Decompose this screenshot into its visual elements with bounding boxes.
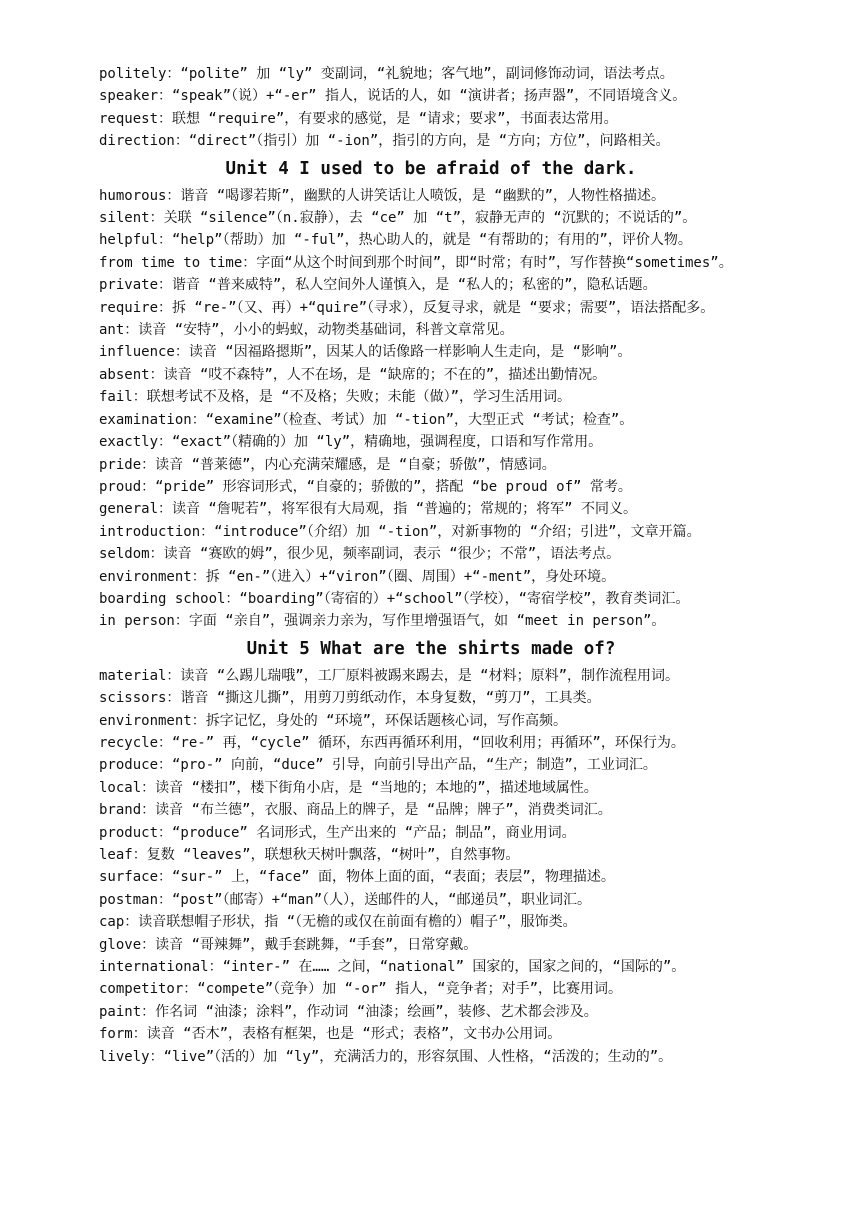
vocab-entry: private：谐音 “普来威特”，私人空间外人谨慎入，是 “私人的；私密的”，隐私话题。 bbox=[99, 277, 657, 294]
vocab-entry: environment：拆 “en-”（进入）+“viron”（圈、周围）+“-ment”，身处环境。 bbox=[99, 568, 616, 585]
vocab-entry: seldom：读音 “赛欧的姆”，很少见，频率副词，表示 “很少；不常”，语法考点。 bbox=[99, 546, 621, 563]
vocab-entry: international：“inter-” 在…… 之间，“national” 国家的，国家之间的，“国际的”。 bbox=[99, 959, 686, 976]
vocab-entry: postman：“post”（邮寄）+“man”（人），送邮件的人，“邮递员”，职业词汇。 bbox=[99, 891, 592, 908]
vocab-entry: boarding school：“boarding”（寄宿的）+“school”（学校），“寄宿学校”，教育类词汇。 bbox=[99, 590, 690, 607]
vocab-entry: influence：读音 “因福路摁斯”，因某人的话像路一样影响人生走向，是 “影响”。 bbox=[99, 344, 632, 361]
document-page bbox=[66, 63, 796, 1068]
vocab-entry: competitor：“compete”（竞争）加 “-or” 指人，“竞争者；对手”，比赛用词。 bbox=[99, 981, 623, 998]
vocab-entry: require：拆 “re-”（又、再）+“quire”（寻求），反复寻求，就是 “要求；需要”，语法搭配多。 bbox=[99, 299, 715, 316]
vocab-entry: request：联想 “require”，有要求的感觉，是 “请求；要求”，书面表达常用。 bbox=[99, 110, 618, 127]
vocab-entry: form：读音 “否木”，表格有框架，也是 “形式；表格”，文书办公用词。 bbox=[99, 1026, 562, 1043]
vocab-entry: from time to time：字面“从这个时间到那个时间”，即“时常；有时”，写作替换“sometimes”。 bbox=[99, 254, 733, 271]
vocab-entry: scissors：谐音 “撕这儿撕”，用剪刀剪纸动作，本身复数，“剪刀”，工具类。 bbox=[99, 690, 601, 707]
vocab-entry: glove：读音 “哥辣舞”，戴手套跳舞，“手套”，日常穿戴。 bbox=[99, 936, 478, 953]
vocab-entry: material：读音 “么踢儿瑞哦”，工厂原料被踢来踢去，是 “材料；原料”，制作流程用词。 bbox=[99, 667, 679, 684]
vocab-entry: in person：字面 “亲自”，强调亲力亲为，写作里增强语气，如 “meet in person”。 bbox=[99, 613, 666, 630]
vocab-entry: humorous：谐音 “喝谬若斯”，幽默的人讲笑话让人喷饭，是 “幽默的”，人物性格描述。 bbox=[99, 187, 665, 204]
vocab-entry: cap：读音联想帽子形状，指 “（无檐的或仅在前面有檐的）帽子”，服饰类。 bbox=[99, 914, 577, 931]
vocab-entry: fail：联想考试不及格，是 “不及格；失败；未能（做）”，学习生活用词。 bbox=[99, 389, 571, 406]
vocab-entry: exactly：“exact”（精确的）加 “ly”，精确地，强调程度，口语和写作常用。 bbox=[99, 434, 603, 451]
vocab-entry: general：读音 “詹呢若”，将军很有大局观，指 “普遍的；常规的；将军” 不同义。 bbox=[99, 501, 638, 518]
vocab-entry: leaf：复数 “leaves”，联想秋天树叶飘落，“树叶”，自然事物。 bbox=[99, 847, 520, 863]
vocab-entry: examination：“examine”（检查、考试）加 “-tion”，大型正式 “考试；检查”。 bbox=[99, 411, 634, 428]
vocab-entry: local：读音 “楼扣”，楼下街角小店，是 “当地的；本地的”，描述地域属性。 bbox=[99, 779, 598, 796]
vocab-entry: surface：“sur-” 上，“face” 面，物体上面的面，“表面；表层”，物理描述。 bbox=[99, 869, 615, 886]
vocab-entry: environment：拆字记忆，身处的 “环境”，环保话题核心词，写作高频。 bbox=[99, 712, 568, 729]
vocab-entry: direction：“direct”（指引）加 “-ion”，指引的方向，是 “方向；方位”，问路相关。 bbox=[99, 133, 670, 150]
unit-title: Unit 5 What are the shirts made of? bbox=[246, 638, 616, 659]
vocab-entry: ant：读音 “安特”，小小的蚂蚁，动物类基础词，科普文章常见。 bbox=[99, 322, 514, 339]
vocab-entry: brand：读音 “布兰德”，衣服、商品上的牌子，是 “品牌；牌子”，消费类词汇。 bbox=[99, 802, 612, 819]
vocab-entry: produce：“pro-” 向前，“duce” 引导，向前引导出产品，“生产；制造”，工业词汇。 bbox=[99, 757, 657, 774]
vocab-entry: paint：作名词 “油漆；涂料”，作动词 “油漆；绘画”，装修、艺术都会涉及。 bbox=[99, 1003, 598, 1020]
vocab-entry: lively：“live”（活的）加 “ly”，充满活力的，形容氛围、人性格，“活泼的；生动的”。 bbox=[99, 1048, 673, 1065]
vocab-entry: proud：“pride” 形容词形式，“自豪的；骄傲的”，搭配 “be proud of” 常考。 bbox=[99, 478, 632, 495]
vocab-entry: helpful：“help”（帮助）加 “-ful”，热心助人的，就是 “有帮助的；有用的”，评价人物。 bbox=[99, 232, 692, 249]
vocab-entry: speaker：“speak”（说）+“-er” 指人，说话的人，如 “演讲者；扬声器”，不同语境含义。 bbox=[99, 88, 687, 105]
vocab-entry: recycle：“re-” 再，“cycle” 循环，东西再循环利用，“回收利用；再循环”，环保行为。 bbox=[99, 734, 685, 751]
vocab-entry: introduction：“introduce”（介绍）加 “-tion”，对新事物的 “介绍；引进”，文章开篇。 bbox=[99, 523, 701, 540]
vocab-entry: product：“produce” 名词形式，生产出来的 “产品；制品”，商业用词。 bbox=[99, 824, 576, 841]
vocab-entry: silent：关联 “silence”（n.寂静），去 “ce” 加 “t”，寂静无声的 “沉默的；不说话的”。 bbox=[99, 210, 697, 227]
vocab-entry: absent：读音 “哎不森特”，人不在场，是 “缺席的；不在的”，描述出勤情况。 bbox=[99, 366, 607, 383]
unit-title: Unit 4 I used to be afraid of the dark. bbox=[225, 158, 637, 179]
vocab-entry: politely：“polite” 加 “ly” 变副词，“礼貌地；客气地”，副词修饰动词，语法考点。 bbox=[99, 66, 674, 82]
vocab-entry: pride：读音 “普莱德”，内心充满荣耀感，是 “自豪；骄傲”，情感词。 bbox=[99, 456, 556, 473]
